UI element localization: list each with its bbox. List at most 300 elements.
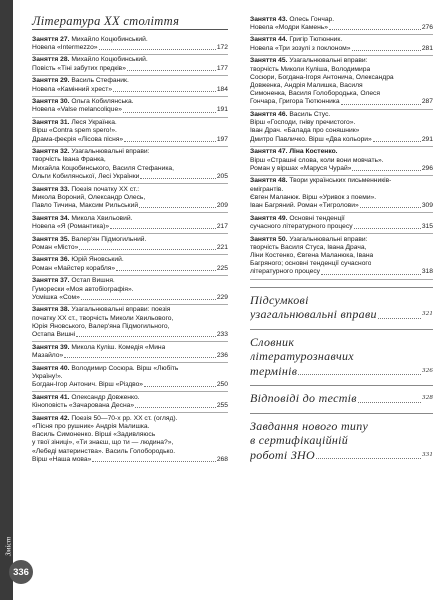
entry-title: Новела «Intermezzo» [32,43,98,51]
entry-text [32,65,126,73]
toc-line [32,223,228,231]
big-entry-title: Підсумкові [250,292,309,307]
dot-leader [140,178,215,179]
toc-line [32,202,228,210]
toc-line [32,56,228,64]
toc-line [32,244,228,252]
toc-entry[interactable] [32,34,228,55]
toc-entry[interactable] [32,392,228,413]
big-entry-line [250,433,433,448]
lesson-number: Заняття 32. [32,148,70,156]
entry-title: Михайло Коцюбинський. [71,35,148,43]
dot-leader [81,299,216,300]
entry-text [32,86,112,94]
entry-title: Іван Багряний. Роман «Тигролови» [250,202,359,210]
entry-title: «Лебеді материнства». Василь Голобородько. [32,447,176,455]
page-ref: 205 [216,172,228,180]
dot-leader [139,207,216,208]
big-entry-title: Відповіді до тестів [250,391,357,406]
entry-text [32,156,106,164]
entry-title: Ліна Костенко. [289,148,338,156]
toc-line [32,331,228,339]
toc-line [32,256,228,264]
lesson-number: Заняття 30. [32,98,70,106]
lesson-number: Заняття 29. [32,77,70,85]
toc-line [32,294,228,302]
big-entry-title: роботі ЗНО [250,447,315,462]
entry-text [32,215,132,223]
lesson-number: Заняття 38. [32,306,70,314]
toc-line [250,165,433,173]
entry-title: Новела «Модри Камень» [250,23,328,31]
entry-title: Василь Стус. [289,111,331,119]
entry-title: Новела «Камінний хрест» [32,85,113,93]
dot-leader [135,407,216,408]
page-ref: 321 [422,310,433,318]
toc-entry[interactable] [32,76,228,97]
toc-line [250,215,433,223]
page-sidebar [0,0,13,600]
entry-title: Кіноповість «Зачарована Десна» [32,402,135,410]
entry-title: Узагальнювальні вправи: [71,148,150,156]
dot-leader [110,228,216,229]
dot-leader [144,386,216,387]
toc-line [32,215,228,223]
entry-text [32,373,63,381]
toc-line [32,344,228,352]
dot-leader [116,270,216,271]
page-ref: 172 [216,43,228,51]
entry-title: Україну!». [32,372,63,380]
dot-leader [123,112,216,113]
toc-line [250,111,433,119]
toc-entry[interactable] [250,56,433,110]
entry-title: Довженка, Андрія Малишка, Василя [250,81,363,89]
toc-entry[interactable] [32,305,228,342]
entry-text [32,148,149,156]
toc-entry[interactable] [32,184,228,213]
entry-title: Ольга Кобилянська. [71,98,134,106]
entry-title: Узагальнювальні вправи: поезія [71,306,171,314]
toc-line [250,90,433,98]
lesson-number: Заняття 39. [32,343,70,351]
toc-line [32,415,228,423]
entry-title: Михайло Коцюбинський. [71,56,148,64]
lesson-number: Заняття 44. [250,36,288,44]
entry-title: Роман «Майстер корабля» [32,264,116,272]
toc-entry[interactable] [32,276,228,305]
dot-leader [99,49,216,50]
toc-entry[interactable] [32,255,228,276]
toc-right-column [250,14,433,462]
entry-title: початку XX ст., творчість Миколи Хвильового, [32,314,174,322]
toc-line [250,127,433,135]
big-entry-line [250,364,433,379]
toc-line [32,36,228,44]
toc-line [32,448,228,456]
entry-title: Вірш «Страшні слова, коли вони мовчать». [250,156,384,164]
lesson-number: Заняття 46. [250,111,288,119]
page-ref: 276 [421,23,433,31]
dot-leader [373,141,421,142]
entry-text [250,36,342,44]
entry-text [32,294,80,302]
toc-line [32,423,228,431]
toc-entry[interactable] [250,234,433,280]
page-ref: 309 [421,202,433,210]
toc-line [32,236,228,244]
entry-title: літературного процесу [250,268,321,276]
entry-text [250,82,363,90]
entry-text [250,148,338,156]
toc-entry[interactable] [250,176,433,213]
lesson-number: Заняття 36. [32,256,70,264]
entry-text [32,202,138,210]
toc-line [250,119,433,127]
page-ref: 225 [216,264,228,272]
entry-text [250,119,355,127]
big-entry-line [250,349,433,364]
toc-line [250,202,433,210]
page-ref: 331 [422,450,433,458]
big-entry-title: термінів [250,363,298,378]
entry-text [32,106,122,114]
toc-line [32,106,228,114]
toc-entry[interactable] [32,363,228,392]
dot-leader [79,249,216,250]
entry-title: Ольги Кобилянської, Лесі Українки [32,172,140,180]
toc-line [32,381,228,389]
big-entry-line [250,335,433,350]
toc-line [32,431,228,439]
entry-title: Остапа Вишні [32,331,76,339]
entry-title: Іван Драч. «Балада про соняшник» [250,127,360,135]
entry-title: Основні тенденції [289,214,345,222]
entry-text [250,157,384,165]
page-ref: 287 [421,98,433,106]
toc-entry[interactable] [32,147,228,184]
big-entry-line [250,448,433,463]
toc-line [250,236,433,244]
page-ref: 291 [421,135,433,143]
toc-line [32,44,228,52]
lesson-number: Заняття 48. [250,177,288,185]
entry-title: «Пісня про рушник» Андрія Малишка. [32,422,150,430]
entry-title: Вірш «Наша мова» [32,455,92,463]
toc-line [250,268,433,276]
entry-text [250,194,376,202]
toc-line [32,439,228,447]
entry-text [250,215,345,223]
entry-text [32,402,134,410]
entry-title: Новела «Три зозулі з поклоном» [250,44,351,52]
entry-title: Ліни Костенко, Євгена Маланюка, Івана [250,252,374,260]
toc-line [32,98,228,106]
entry-text [250,223,353,231]
entry-title: Юрій Яновський. [71,256,124,264]
toc-line [32,265,228,273]
toc-line [250,223,433,231]
entry-title: Усмішка «Сом» [32,293,80,301]
entry-title: Григір Тютюнник. [289,36,343,44]
entry-text [32,431,155,439]
entry-title: Василь Симоненко. Вірші «Задивляюсь [32,431,156,439]
entry-text [250,260,371,268]
entry-text [32,77,129,85]
lesson-number: Заняття 27. [32,35,70,43]
toc-line [32,394,228,402]
toc-line [250,244,433,252]
entry-text [32,56,148,64]
entry-text [32,456,91,464]
toc-entry[interactable] [250,110,433,147]
entry-title: Поезія початку XX ст.: [71,185,140,193]
entry-title: Сосюри, Богдана-Ігоря Антонича, Олександра [250,73,394,81]
entry-title: Микола Вороний, Олександр Олесь, [32,193,146,201]
toc-line [32,165,228,173]
dot-leader [352,170,420,171]
dot-leader [127,70,216,71]
toc-line [32,456,228,464]
page-number: 336 [9,560,33,584]
page-ref: 328 [422,394,433,402]
entry-text [32,423,150,431]
entry-title: творчість Василя Стуса, Івана Драча, [250,243,367,251]
lesson-number: Заняття 49. [250,214,288,222]
entry-text [32,448,175,456]
entry-text [32,136,123,144]
big-entry-title: літературознавчих [250,349,354,364]
entry-text [32,173,139,181]
side-label: Зміст [3,536,13,557]
big-entry-line [250,419,433,434]
entry-text [250,57,367,65]
entry-text [32,415,178,423]
page-ref: 209 [216,201,228,209]
entry-title: Валер'ян Підмогильний. [71,235,147,243]
toc-big-entry[interactable] [250,413,433,463]
toc-line [32,194,228,202]
entry-text [32,165,174,173]
big-entry-title: Завдання нового типу [250,418,369,433]
entry-text [32,394,140,402]
big-entry-title: в сертифікаційній [250,433,349,448]
entry-text [32,344,165,352]
entry-text [32,119,117,127]
page-ref: 318 [421,268,433,276]
toc-line [250,186,433,194]
lesson-number: Заняття 43. [250,15,288,23]
toc-line [32,286,228,294]
toc-entry[interactable] [250,35,433,56]
toc-line [32,173,228,181]
entry-title: Новела «Я (Романтика)» [32,222,110,230]
entry-title: Твори українських письменників- [289,177,392,185]
big-entry-title: Словник [250,334,295,349]
toc-line [32,373,228,381]
page-ref: 268 [216,455,228,463]
entry-text [32,194,145,202]
lesson-number: Заняття 45. [250,57,288,65]
lesson-number: Заняття 42. [32,414,70,422]
toc-line [250,252,433,260]
entry-title: Леся Українка. [71,119,117,127]
dot-leader [113,91,216,92]
entry-title: Гончара, Григора Тютюнника [250,98,340,106]
entry-title: Володимир Сосюра. Вірш «Любіть [71,364,179,372]
entry-text [32,365,178,373]
dot-leader [358,402,421,403]
entry-title: Вірш «Contra spem spero!». [32,127,117,135]
toc-line [250,36,433,44]
page-ref: 184 [216,85,228,93]
toc-line [250,57,433,65]
page-ref: 236 [216,352,228,359]
page-ref: 229 [216,293,228,301]
lesson-number: Заняття 40. [32,364,70,372]
entry-text [32,352,63,360]
entry-title: Симоненка, Василя Голобородька, Олеся [250,90,381,98]
toc-line [32,277,228,285]
entry-title: Микола Хвильовий. [71,214,133,222]
toc-line [250,74,433,82]
entry-text [250,127,359,135]
toc-line [250,24,433,32]
entry-text [250,244,366,252]
entry-text [32,244,78,252]
entry-text [32,256,124,264]
toc-entry[interactable] [250,14,433,35]
entry-title: Гуморески «Моя автобіографія». [32,285,134,293]
entry-text [250,268,320,276]
entry-title: Павло Тичина, Максим Рильський [32,201,139,209]
dot-leader [92,461,215,462]
entry-text [250,66,370,74]
entry-title: Богдан-Ігор Антонич. Вірш «Різдво» [32,381,144,389]
toc-entry[interactable] [250,147,433,176]
toc-entry[interactable] [32,342,228,363]
entry-title: творчість Миколи Куліша, Володимира [250,65,371,73]
entry-text [250,90,380,98]
lesson-number: Заняття 34. [32,214,70,222]
dot-leader [360,207,421,208]
entry-title: Остап Вишня. [71,277,115,285]
dot-leader [329,29,421,30]
entry-text [250,24,328,32]
entry-text [32,223,109,231]
toc-line [32,127,228,135]
toc-line [250,177,433,185]
entry-title: Новела «Valse melancolique» [32,106,122,114]
entry-title: Юрія Яновського, Валер'яна Підмогильного, [32,322,170,330]
entry-title: Євген Маланюк. Вірш «Уривок з поеми». [250,193,377,201]
toc-entry[interactable] [250,213,433,234]
toc-big-entry[interactable] [250,287,433,322]
lesson-number: Заняття 47. [250,148,288,156]
section-title: Література XX століття [32,14,228,30]
big-entry-line [250,391,433,406]
entry-title: Роман у віршах «Маруся Чурай» [250,164,352,172]
entry-text [32,323,169,331]
entry-title: Багряного; основні тенденції сучасного [250,260,372,268]
toc-line [250,66,433,74]
toc-entry[interactable] [32,118,228,147]
toc-entry[interactable] [32,234,228,255]
toc-entry[interactable] [32,97,228,118]
toc-line [32,136,228,144]
entry-text [250,236,367,244]
entry-text [32,265,115,273]
entry-text [250,202,359,210]
dot-leader [298,374,421,375]
entry-title: сучасного літературного процесу [250,222,353,230]
page-ref: 250 [216,381,228,389]
entry-title: Повість «Тіні забутих предків» [32,64,126,72]
entry-text [250,252,373,260]
dot-leader [316,458,421,459]
toc-big-entry[interactable] [250,329,433,379]
toc-line [32,315,228,323]
dot-leader [64,357,216,358]
entry-title: Микола Куліш. Комедія «Мина [71,343,166,351]
entry-title: Олександр Довженко. [71,393,140,401]
big-entry-line [250,293,433,308]
lesson-number: Заняття 37. [32,277,70,285]
toc-line [250,260,433,268]
toc-line [32,352,228,360]
page-ref: 315 [421,222,433,230]
entry-text [32,98,134,106]
entry-title: Михайла Коцюбинського, Василя Стефаника, [32,164,174,172]
lesson-number: Заняття 41. [32,393,70,401]
page-ref: 177 [216,64,228,72]
lesson-number: Заняття 35. [32,235,70,243]
toc-line [250,136,433,144]
entry-text [32,44,98,52]
entry-title: Василь Стефаник. [71,77,129,85]
entry-title: творчість Івана Франка, [32,156,106,164]
entry-text [250,177,391,185]
entry-text [32,127,117,135]
toc-line [32,323,228,331]
toc-line [32,402,228,410]
toc-entry[interactable] [32,213,228,234]
entry-title: Олесь Гончар. [289,15,335,23]
dot-leader [341,104,421,105]
entry-title: Узагальнювальні вправи: [289,235,368,243]
entry-text [32,277,115,285]
entry-text [32,236,146,244]
page-ref: 326 [422,366,433,374]
entry-title: Узагальнювальні вправи: [289,57,368,65]
entry-text [250,74,394,82]
entry-title: емігрантів. [250,185,284,193]
toc-line [32,148,228,156]
dot-leader [354,228,421,229]
dot-leader [76,336,216,337]
page-ref: 221 [216,243,228,251]
toc-big-entry[interactable] [250,385,433,406]
toc-line [32,86,228,94]
lesson-number: Заняття 28. [32,56,70,64]
page-ref: 191 [216,106,228,114]
toc-line [250,45,433,53]
toc-line [32,77,228,85]
big-entry-title: узагальнювальні вправи [250,307,377,322]
toc-entry[interactable] [32,413,228,466]
toc-entry[interactable] [32,55,228,76]
entry-title: Поезія 50—70-х рр. XX ст. (огляд). [71,414,178,422]
